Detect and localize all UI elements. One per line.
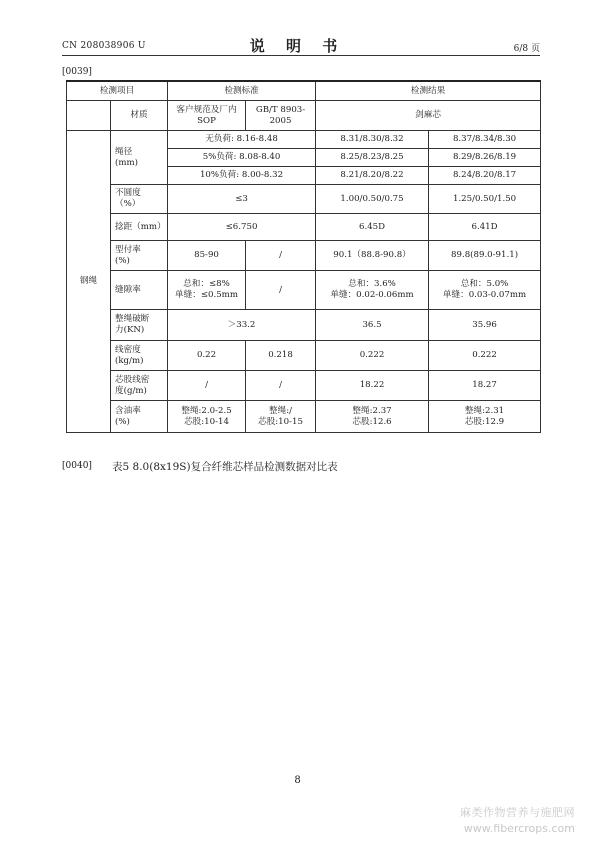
cell-standard: 无负荷: 8.16-8.48 (168, 131, 316, 149)
watermark (460, 804, 575, 835)
header-sisal-core: 剑麻芯 (316, 101, 541, 131)
table-row (67, 271, 541, 310)
cell-result: 8.24/8.20/8.17 (429, 167, 541, 185)
table-row (67, 310, 541, 341)
cell-standard: / (168, 371, 246, 401)
table-caption: 表5 8.0(8x19S)复合纤维芯样品检测数据对比表 (112, 461, 338, 473)
cell-standard: 总和：≤8% 单缝：≤0.5mm (168, 271, 246, 310)
table-row (67, 185, 541, 214)
cell-standard: / (246, 271, 316, 310)
cell-standard: 5%负荷: 8.08-8.40 (168, 149, 316, 167)
cell-standard: 10%负荷: 8.00-8.32 (168, 167, 316, 185)
row-label-gap: 缝隙率 (111, 271, 168, 310)
table-row (67, 401, 541, 433)
cell-result: 89.8(89.0-91.1) (429, 241, 541, 271)
cell-standard: / (246, 241, 316, 271)
cell-standard: 0.218 (246, 341, 316, 371)
table-row (67, 241, 541, 271)
watermark-url: www.fibercrops.com (463, 822, 575, 835)
page-title: 说 明 书 (249, 37, 346, 55)
row-label-breaking-force: 整绳破断 力(KN) (111, 310, 168, 341)
doc-number: CN 208038906 U (62, 41, 146, 51)
cell-result: 90.1（88.8-90.8） (316, 241, 429, 271)
cell-result: 8.37/8.34/8.30 (429, 131, 541, 149)
cell-standard: ≤6.750 (168, 214, 316, 241)
row-label-preform: 型付率 (%) (111, 241, 168, 271)
cell-standard: ≤3 (168, 185, 316, 214)
row-label-core-density: 芯股线密 度(g/m) (111, 371, 168, 401)
cell-result: 6.41D (429, 214, 541, 241)
cell-result: 0.222 (316, 341, 429, 371)
header-item: 检测项目 (67, 81, 168, 101)
header-gb-standard: GB/T 8903-2005 (246, 101, 316, 131)
row-label-diameter: 绳径 (mm) (111, 131, 168, 185)
cell-result: 1.25/0.50/1.50 (429, 185, 541, 214)
cell-result: 8.29/8.26/8.19 (429, 149, 541, 167)
header-customer-sop: 客户规范及厂内 SOP (168, 101, 246, 131)
cell-result: 35.96 (429, 310, 541, 341)
cell-standard: 85-90 (168, 241, 246, 271)
cell-standard: ＞33.2 (168, 310, 316, 341)
cell-result: 8.25/8.23/8.25 (316, 149, 429, 167)
header-blank (67, 101, 111, 131)
paragraph-id: [0040] (62, 461, 92, 471)
header-standard: 检测标准 (168, 81, 316, 101)
header-rule (62, 55, 540, 56)
page-number: 8 (294, 775, 301, 786)
cell-standard: / (246, 371, 316, 401)
cell-result: 18.27 (429, 371, 541, 401)
cell-result: 总和：3.6% 单缝：0.02-0.06mm (316, 271, 429, 310)
cell-standard: 0.22 (168, 341, 246, 371)
header-result: 检测结果 (316, 81, 541, 101)
cell-result: 36.5 (316, 310, 429, 341)
cell-result: 整绳:2.31 芯股:12.9 (429, 401, 541, 433)
table-row (67, 131, 541, 149)
cell-result: 18.22 (316, 371, 429, 401)
table-row (67, 214, 541, 241)
row-label-oil-content: 含油率 (%) (111, 401, 168, 433)
table-header-row (67, 101, 541, 131)
page-count: 6/8 页 (513, 44, 540, 54)
header-material: 材质 (111, 101, 168, 131)
table-header-row (67, 81, 541, 101)
table-row (67, 341, 541, 371)
cell-standard: 整绳:/ 芯股:10-15 (246, 401, 316, 433)
cell-result: 整绳:2.37 芯股:12.6 (316, 401, 429, 433)
cell-result: 0.222 (429, 341, 541, 371)
watermark-site-name: 麻类作物营养与施肥网 (460, 806, 575, 819)
group-label: 钢绳 (67, 131, 111, 433)
row-label-out-of-round: 不圆度 （%） (111, 185, 168, 214)
row-label-lay-length: 捻距（mm） (111, 214, 168, 241)
row-label-linear-density: 线密度 (kg/m) (111, 341, 168, 371)
paragraph-id: [0039] (62, 67, 92, 77)
cell-result: 1.00/0.50/0.75 (316, 185, 429, 214)
cell-result: 6.45D (316, 214, 429, 241)
table-row (67, 371, 541, 401)
cell-standard: 整绳:2.0-2.5 芯股:10-14 (168, 401, 246, 433)
cell-result: 总和：5.0% 单缝：0.03-0.07mm (429, 271, 541, 310)
cell-result: 8.31/8.30/8.32 (316, 131, 429, 149)
test-data-table (66, 80, 541, 433)
cell-result: 8.21/8.20/8.22 (316, 167, 429, 185)
